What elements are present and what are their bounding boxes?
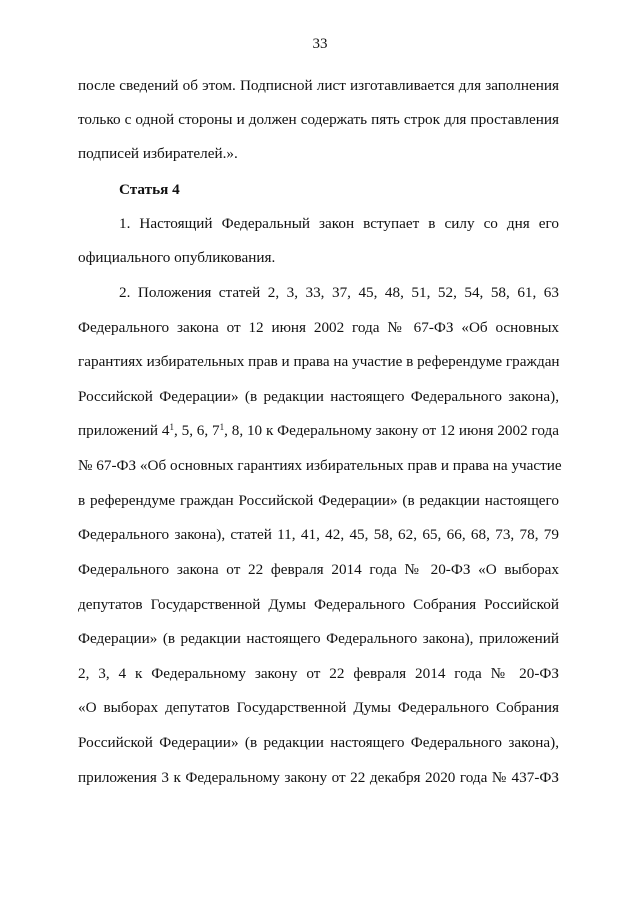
text-line: приложения 3 к Федеральному закону от 22 декабря 2020 года № 437-ФЗ <box>78 769 559 786</box>
text-line: официального опубликования. <box>78 249 276 266</box>
text-line: Федерального закона от 12 июня 2002 года № 67-ФЗ «Об основных <box>78 319 559 336</box>
text-line: Российской Федерации» (в редакции настоящего Федерального закона), <box>78 388 559 405</box>
text-line: № 67-ФЗ «Об основных гарантиях избирательных прав и права на участие <box>78 457 562 474</box>
text-line: Федерального закона), статей 11, 41, 42, 45, 58, 62, 65, 66, 68, 73, 78, 79 <box>78 526 559 543</box>
text-line: Федерального закона от 22 февраля 2014 года № 20-ФЗ «О выборах <box>78 561 559 578</box>
text-line: 2, 3, 4 к Федеральному закону от 22 февраля 2014 года № 20-ФЗ <box>78 665 559 682</box>
text-fragment: , 8, 10 к Федеральному закону от 12 июня 2002 года <box>224 422 560 439</box>
text-fragment: приложений 4 <box>78 422 170 439</box>
text-line: подписей избирателей.». <box>78 145 238 162</box>
superscript: 1 <box>169 422 174 432</box>
text-line: в референдуме граждан Российской Федерации» (в редакции настоящего <box>78 492 559 509</box>
page-number: 33 <box>312 36 328 52</box>
text-line: «О выборах депутатов Государственной Думы Федерального Собрания <box>78 699 559 716</box>
text-line <box>78 421 559 441</box>
text-fragment: , 5, 6, 7 <box>173 422 220 439</box>
text-line: гарантиях избирательных прав и права на участие в референдуме граждан <box>78 353 560 370</box>
article-heading: Статья 4 <box>119 181 180 198</box>
text-line: только с одной стороны и должен содержать пять строк для проставления <box>78 111 559 128</box>
text-line: 1. Настоящий Федеральный закон вступает в силу со дня его <box>119 215 559 232</box>
text-line: депутатов Государственной Думы Федерального Собрания Российской <box>78 596 559 613</box>
text-line: после сведений об этом. Подписной лист изготавливается для заполнения <box>78 77 559 94</box>
text-line: 2. Положения статей 2, 3, 33, 37, 45, 48, 51, 52, 54, 58, 61, 63 <box>119 284 559 301</box>
text-line: Федерации» (в редакции настоящего Федерального закона), приложений <box>78 630 559 647</box>
text-line: Российской Федерации» (в редакции настоящего Федерального закона), <box>78 734 559 751</box>
superscript: 1 <box>219 422 225 432</box>
